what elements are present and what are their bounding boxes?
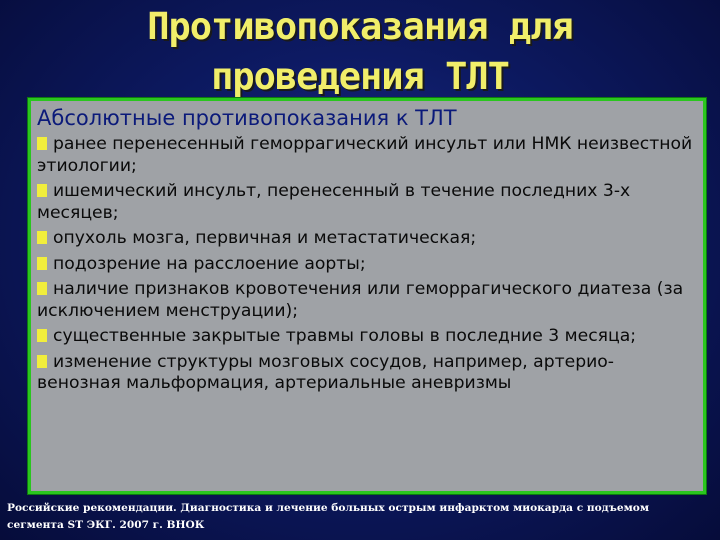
square-bullet-icon — [37, 282, 47, 295]
square-bullet-icon — [37, 329, 47, 342]
list-item-text: существенные закрытые травмы головы в последние 3 месяца; — [53, 326, 637, 346]
square-bullet-icon — [37, 355, 47, 368]
content-panel — [28, 98, 706, 494]
list-item-text: ишемический инсульт, перенесенный в течение последних 3-х месяцев; — [37, 181, 631, 223]
list-item — [37, 352, 693, 395]
list-item — [37, 279, 693, 322]
title-line-1: Противопоказания для — [147, 5, 573, 48]
citation-footer: Российские рекомендации. Диагностика и лечение больных острым инфарктом миокарда с подъемом сегмента ST ЭКГ. 2007 г. ВНОК — [7, 502, 650, 531]
square-bullet-icon — [37, 137, 47, 150]
section-subtitle: Абсолютные противопоказания к ТЛТ — [37, 106, 457, 130]
title-line-2: проведения ТЛТ — [211, 55, 509, 98]
square-bullet-icon — [37, 231, 47, 244]
list-item — [37, 181, 693, 224]
list-item — [37, 134, 693, 177]
list-item-text: подозрение на расслоение аорты; — [53, 253, 366, 274]
contraindication-list — [37, 134, 693, 395]
list-item — [37, 254, 693, 276]
square-bullet-icon — [37, 257, 47, 270]
list-item-text: наличие признаков кровотечения или геморрагического диатеза (за исключением менструации); — [37, 279, 684, 321]
slide-title — [0, 0, 720, 102]
list-item — [37, 326, 693, 348]
list-item-text: ранее перенесенный геморрагический инсульт или НМК неизвестной этиологии; — [37, 134, 693, 176]
list-item-text: изменение структуры мозговых сосудов, например, артерио-венозная мальформация, артериальные аневризмы — [37, 351, 614, 393]
list-item — [37, 228, 693, 250]
square-bullet-icon — [37, 184, 47, 197]
list-item-text: опухоль мозга, первичная и метастатическая; — [53, 228, 477, 248]
